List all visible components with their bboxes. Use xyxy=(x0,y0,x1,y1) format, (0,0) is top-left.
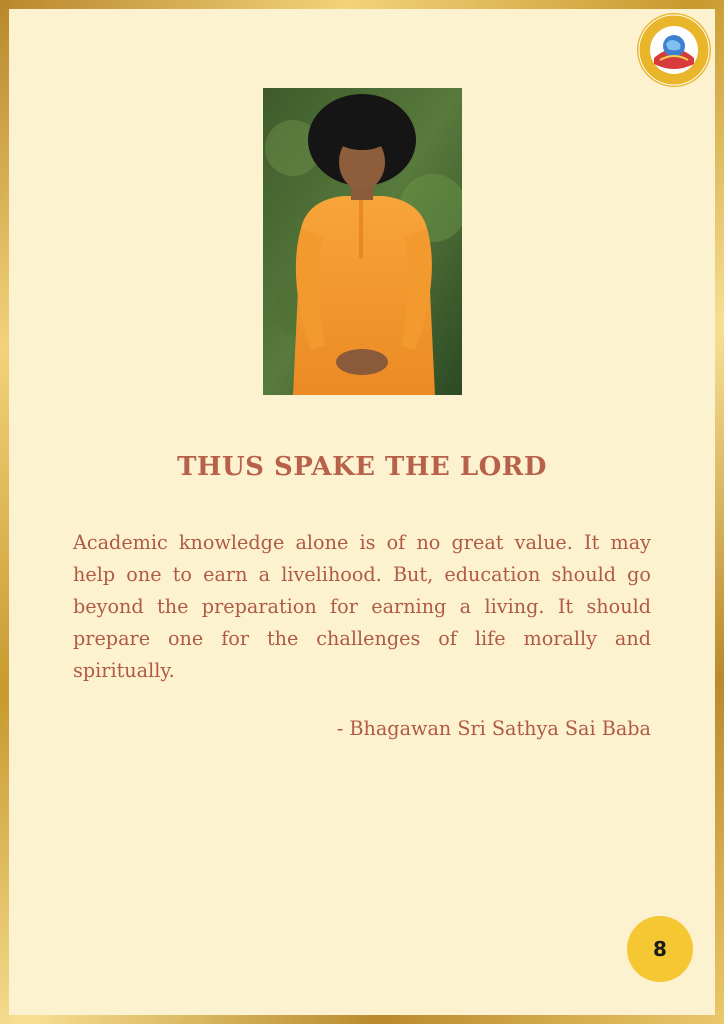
quote-text: Academic knowledge alone is of no great value. It may help one to earn a livelihood. But, education should go beyond the preparation for earning a living. It should prepare one for the challenges of life morally and spiritually. xyxy=(73,531,651,682)
page-number-badge xyxy=(627,916,693,982)
page-heading: THUS SPAKE THE LORD xyxy=(177,452,547,482)
trust-logo xyxy=(636,12,712,88)
quote-attribution: - Bhagawan Sri Sathya Sai Baba xyxy=(336,717,651,740)
page-number: 8 xyxy=(653,937,667,961)
portrait-photo xyxy=(263,88,462,395)
